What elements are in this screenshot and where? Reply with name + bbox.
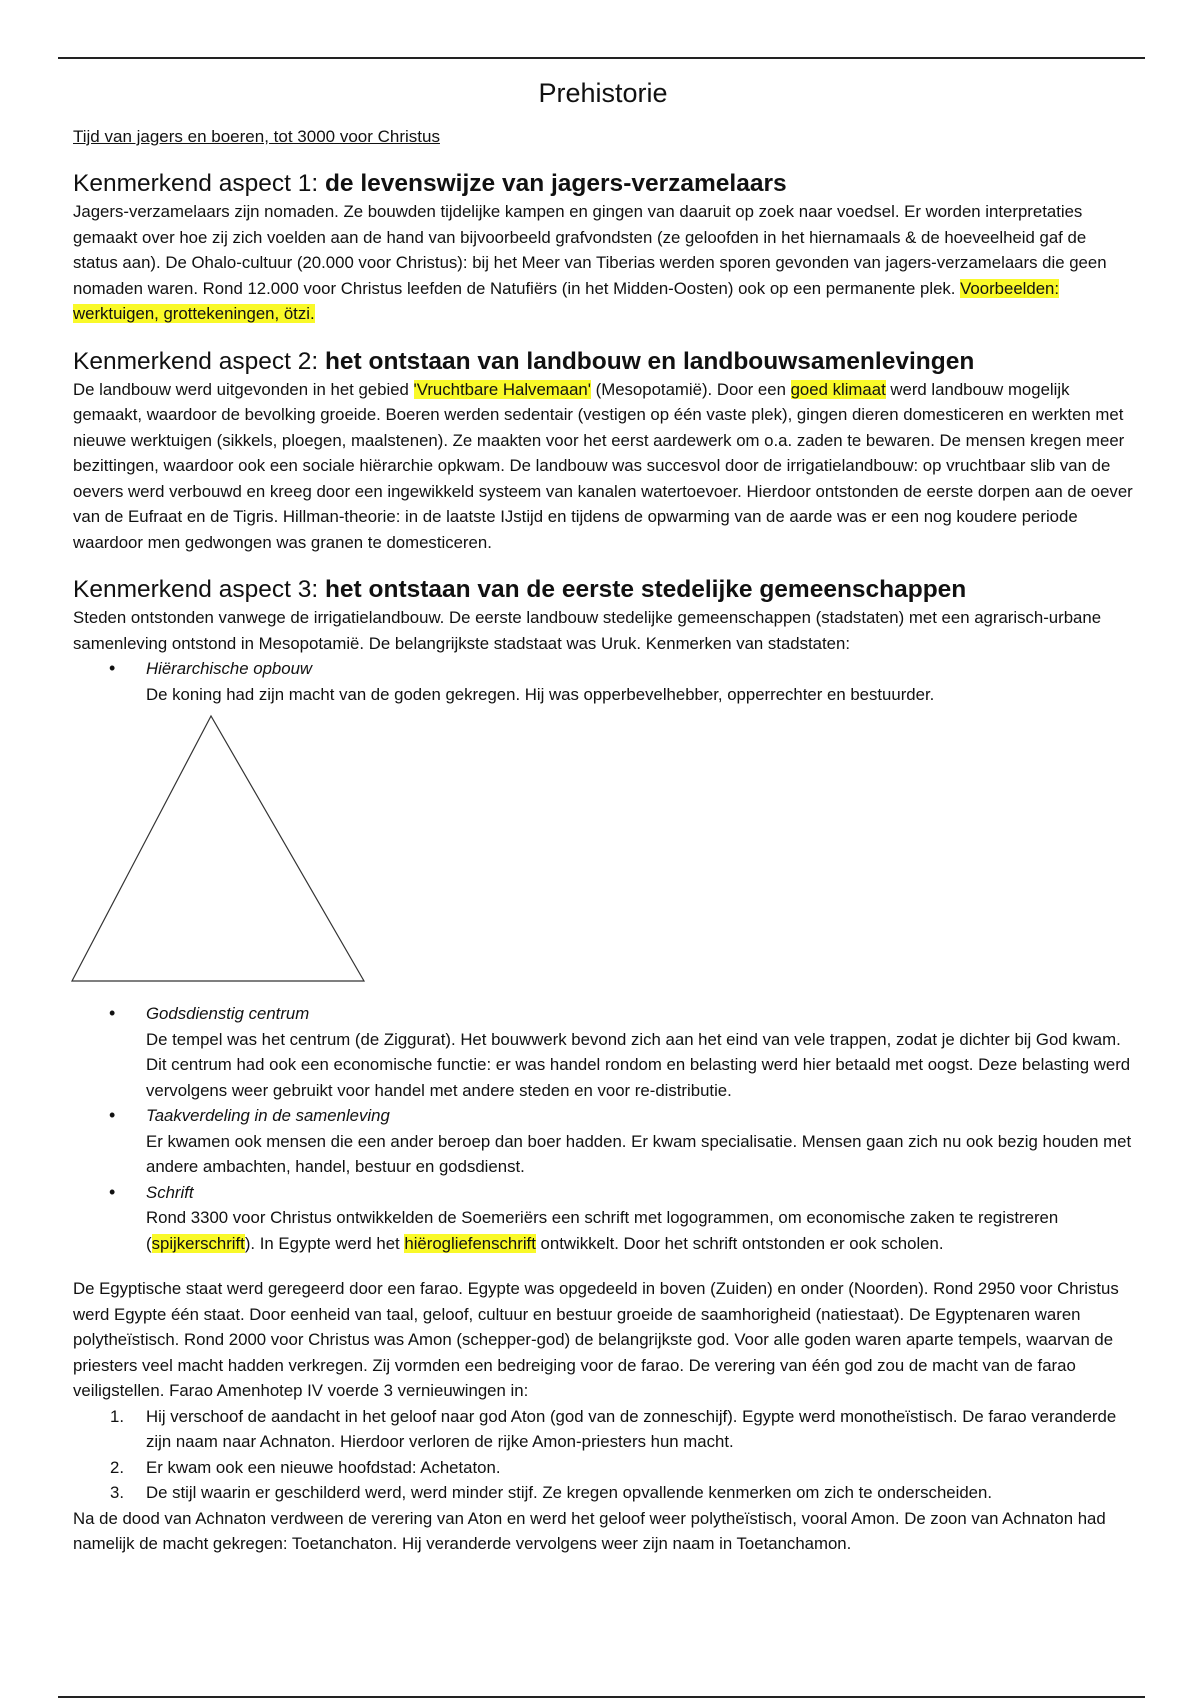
aspect-3-heading-bold: het ontstaan van de eerste stedelijke gemeenschappen: [324, 576, 967, 603]
list-item: [73, 1103, 1133, 1180]
list-item: [73, 656, 1133, 1001]
pyramid-triangle: [72, 716, 364, 981]
list-item: [73, 1455, 1133, 1481]
aspect-2-paragraph: [73, 377, 1133, 556]
egypt-reforms-list: [73, 1404, 1133, 1506]
aspect-1-heading-bold: de levenswijze van jagers-verzamelaars: [324, 170, 787, 197]
aspect-3-section: [73, 575, 1133, 1256]
bullet-4-text-b: ). In Egypte werd het: [244, 1233, 405, 1253]
bullet-4-text-a: Rond 3300 voor Christus ontwikkelden de Soemeriërs een schrift met logogrammen, om economische zaken te registreren (: [146, 1208, 1059, 1253]
hierarchy-pyramid: [146, 711, 1133, 1001]
bullet-1-text: De koning had zijn macht van de goden gekregen. Hij was opperbevelhebber, opperrechter en bestuurder.: [146, 684, 935, 704]
list-item: [73, 1404, 1133, 1455]
page-subtitle: Tijd van jagers en boeren, tot 3000 voor Christus: [73, 127, 440, 146]
aspect-3-heading-prefix: Kenmerkend aspect 3:: [73, 576, 325, 603]
bullet-4-text-c: ontwikkelt. Door het schrift ontstonden er ook scholen.: [535, 1233, 944, 1253]
bullet-3-text: Er kwamen ook mensen die een ander beroep dan boer hadden. Er kwam specialisatie. Mensen gaan zich nu ook bezig houden met andere ambachten, handel, bestuur en godsdienst.: [146, 1131, 1132, 1176]
list-item: [73, 1480, 1133, 1506]
item-number: 3.: [110, 1483, 124, 1502]
item-text: De stijl waarin er geschilderd werd, werd minder stijf. Ze kregen opvallende kenmerken om zich te onderscheiden.: [146, 1483, 992, 1502]
aspect-2-text-c: werd landbouw mogelijk gemaakt, waardoor de bevolking groeide. Boeren werden sedentair (vestigen op één vaste plek), gingen dieren domesticeren en werkten met nieuwe werktuigen (sikkels, ploegen, maalstenen). Ze maakten voor het eerst aardewerk om o.a. zaden te bewaren. De mensen kregen meer bezittingen, waardoor ook een sociale hiërarchie opkwam. De landbouw was succesvol door de irrigatielandbouw: op vruchtbaar slib van de oevers werd verbouwd en kreeg door een ingewikkeld systeem van kanalen watertoevoer. Hierdoor ontstonden de eerste dorpen aan de oever van de Eufraat en de Tigris. Hillman-theorie: in de laatste IJstijd en tijdens de opwarming van de aarde was er een nog koudere periode waardoor men gedwongen was granen te domesticeren.: [73, 379, 1133, 552]
aspect-1-highlight: Voorbeelden: werktuigen, grottekeningen, ötzi.: [73, 278, 1060, 323]
aspect-2-text-a: De landbouw werd uitgevonden in het gebied: [73, 379, 414, 399]
list-item: [73, 1001, 1133, 1103]
aspect-2-heading: [73, 347, 1133, 377]
list-item: [73, 1180, 1133, 1257]
bullet-4-highlight-b: hiërogliefenschrift: [404, 1233, 536, 1253]
top-rule: [58, 57, 1145, 59]
bullet-2-text: De tempel was het centrum (de Ziggurat). Het bouwwerk bevond zich aan het eind van vele trappen, zodat je dichter bij God kwam. Dit centrum had ook een economische functie: er was handel rondom en belasting werd hier betaald met oogst. Deze belasting werd vervolgens weer gebruikt voor handel met andere steden en voor re-distributie.: [146, 1029, 1131, 1100]
stadstaten-list: [73, 656, 1133, 1256]
bullet-4-highlight-a: spijkerschrift: [151, 1233, 245, 1253]
bottom-rule: [58, 1696, 1145, 1698]
bullet-2-title: • Godsdienstig centrum: [146, 1004, 310, 1023]
egypt-closing: Na de dood van Achnaton verdween de verering van Aton en werd het geloof weer polytheïstisch, vooral Amon. De zoon van Achnaton had namelijk de macht gekregen: Toetanchaton. Hij veranderde vervolgens weer zijn naam in Toetanchamon.: [73, 1508, 1106, 1553]
egypt-paragraph: De Egyptische staat werd geregeerd door een farao. Egypte was opgedeeld in boven (Zuiden) en onder (Noorden). Rond 2950 voor Christus werd Egypte één staat. Door eenheid van taal, geloof, cultuur en bestuur groeide de saamhorigheid (natiestaat). De Egyptenaren waren polytheïstisch. Rond 2000 voor Christus was Amon (schepper-god) de belangrijkste god. Voor alle goden waren aparte tempels, waarvan de priesters veel macht hadden verkregen. Zij vormden een bedreiging voor de farao. De verering van één god zou de macht van de farao veiligstellen. Farao Amenhotep IV voerde 3 vernieuwingen in:: [73, 1279, 1119, 1400]
document-page: [73, 70, 1133, 1577]
aspect-2-highlight-a: 'Vruchtbare Halvemaan': [413, 379, 591, 399]
aspect-1-heading: [73, 169, 1133, 199]
aspect-1-section: [73, 169, 1133, 327]
aspect-1-paragraph: [73, 199, 1133, 327]
item-number: 1.: [110, 1406, 124, 1426]
aspect-1-text: Jagers-verzamelaars zijn nomaden. Ze bouwden tijdelijke kampen en gingen van daaruit op zoek naar voedsel. Er worden interpretaties gemaakt over hoe zij zich voelden aan de hand van bijvoorbeeld grafvondsten (ze geloofden in het hiernamaals & de hoeveelheid gaf de status aan). De Ohalo-cultuur (20.000 voor Christus): bij het Meer van Tiberias werden sporen gevonden van jagers-verzamelaars die geen nomaden waren. Rond 12.000 voor Christus leefden de Natufiërs (in het Midden-Oosten) ook op een permanente plek.: [73, 202, 1107, 298]
aspect-2-heading-prefix: Kenmerkend aspect 2:: [73, 347, 325, 375]
bullet-1-title: • Hiërarchische opbouw: [146, 659, 313, 678]
item-text: Hij verschoof de aandacht in het geloof naar god Aton (god van de zonneschijf). Egypte werd monotheïstisch. De farao veranderde zijn naam naar Achnaton. Hierdoor verloren de rijke Amon-priesters hun macht.: [146, 1406, 1117, 1451]
bullet-4-title: • Schrift: [146, 1182, 194, 1202]
aspect-2-highlight-b: goed klimaat: [790, 379, 886, 399]
triangle-diagram: [71, 711, 411, 1001]
aspect-2-section: [73, 347, 1133, 556]
egypt-section: [73, 1276, 1133, 1557]
aspect-2-text-b: (Mesopotamië). Door een: [590, 379, 791, 399]
aspect-3-intro: Steden ontstonden vanwege de irrigatielandbouw. De eerste landbouw stedelijke gemeenschappen (stadstaten) met een agrarisch-urbane samenleving ontstond in Mesopotamië. De belangrijkste stadstaat was Uruk. Kenmerken van stadstaten:: [73, 608, 1102, 653]
item-text: Er kwam ook een nieuwe hoofdstad: Achetaton.: [146, 1457, 501, 1477]
aspect-2-heading-bold: het ontstaan van landbouw en landbouwsamenlevingen: [324, 347, 975, 375]
bullet-3-title: • Taakverdeling in de samenleving: [146, 1106, 390, 1125]
page-title: Prehistorie: [538, 78, 668, 108]
aspect-3-heading: [73, 575, 1133, 605]
item-number: 2.: [110, 1457, 124, 1477]
aspect-1-heading-prefix: Kenmerkend aspect 1:: [73, 170, 325, 197]
